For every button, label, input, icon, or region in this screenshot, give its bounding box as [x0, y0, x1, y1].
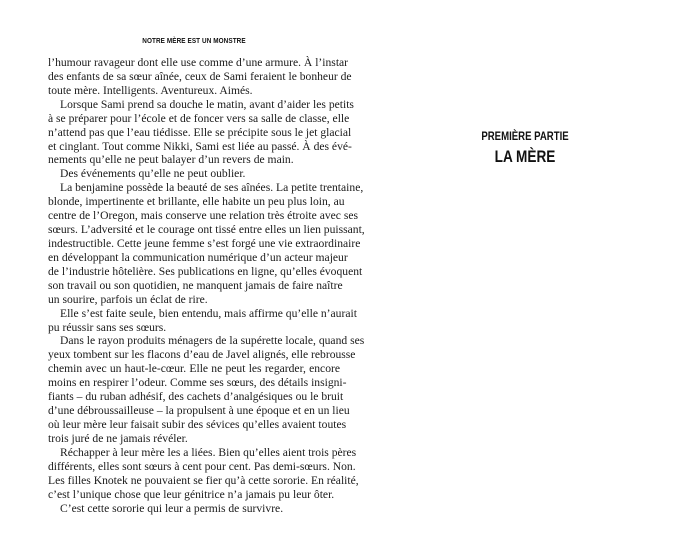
text-line: Des événements qu’elle ne peut oublier. [60, 167, 246, 181]
text-line: différents, elles sont sœurs à cent pour cent. Pas demi-sœurs. Non. [48, 459, 356, 473]
text-line: chemin avec un haut-le-cœur. Elle ne peut les regarder, encore [48, 362, 340, 376]
text-line: Elle s’est faite seule, bien entendu, mais affirme qu’elle n’aurait [60, 306, 357, 320]
text-line: d’une débroussailleuse – la propulsent à une époque et en un lieu [48, 404, 350, 418]
text-line: centre de l’Oregon, mais conserve une relation très étroite avec ses [48, 209, 358, 223]
text-line: moins en respirer l’odeur. Comme ses sœurs, des détails insigni- [48, 376, 347, 390]
text-line: Réchapper à leur mère les a liées. Bien qu’elles aient trois pères [60, 445, 357, 459]
text-line: un sourire, parfois un éclat de rire. [48, 292, 208, 306]
part-heading [350, 129, 700, 167]
running-head: NOTRE MÈRE EST UN MONSTRE [142, 36, 246, 45]
text-line: fiants – du ruban adhésif, des cachets d’analgésiques ou le bruit [48, 390, 344, 404]
text-line: yeux tombent sur les flacons d’eau de Javel alignés, elle rebrousse [48, 348, 356, 362]
text-line: blonde, impertinente et brillante, elle habite un peu plus loin, au [48, 195, 345, 209]
text-line: La benjamine possède la beauté de ses aînées. La petite trentaine, [60, 181, 364, 195]
text-line: et cinglant. Tout comme Nikki, Sami est liée au passé. À des évé- [48, 139, 352, 153]
text-line: sœurs. L’adversité et le courage ont tissé entre elles un lien puissant, [48, 223, 365, 237]
text-line: pu réussir sans ses sœurs. [48, 320, 167, 334]
text-line: de l’industrie hôtelière. Ses publications en ligne, qu’elles évoquent [48, 264, 363, 278]
text-line: où leur mère leur faisait subir des sévices qu’elles avaient toutes [48, 417, 347, 431]
text-line: trois juré de ne jamais révéler. [48, 431, 188, 445]
text-line: C’est cette sororie qui leur a permis de survivre. [60, 501, 284, 515]
text-line: son travail ou son quotidien, ne manquent jamais de faire naître [48, 278, 343, 292]
text-line: à se préparer pour l’école et de foncer vers sa salle de classe, elle [48, 111, 350, 125]
text-line: nements qu’elle ne peut balayer d’un revers de main. [48, 153, 294, 167]
text-line: n’attend pas que l’eau tiédisse. Elle se précipite sous le jet glacial [48, 125, 352, 139]
text-line: Lorsque Sami prend sa douche le matin, avant d’aider les petits [60, 97, 354, 111]
text-line: toute mère. Intelligents. Aventureux. Aimés. [48, 83, 253, 97]
text-line: en développant la communication numérique d’un acteur majeur [48, 250, 348, 264]
text-line: indestructible. Cette jeune femme s’est forgé une vie extraordinaire [48, 236, 361, 250]
part-title: LA MÈRE [494, 147, 556, 166]
text-line: c’est l’unique chose que leur génitrice n’a jamais pu leur ôter. [48, 487, 335, 501]
text-line: Dans le rayon produits ménagers de la supérette locale, quand ses [60, 334, 365, 348]
part-label: PREMIÈRE PARTIE [481, 129, 569, 143]
text-line: Les filles Knotek ne pouvaient se fier qu’à cette sororie. En réalité, [48, 473, 359, 487]
text-line: des enfants de sa sœur aînée, ceux de Sami feraient le bonheur de [48, 69, 352, 83]
right-page [350, 0, 700, 538]
text-line: l’humour ravageur dont elle use comme d’une armure. À l’instar [48, 56, 349, 69]
body-text [48, 56, 365, 515]
